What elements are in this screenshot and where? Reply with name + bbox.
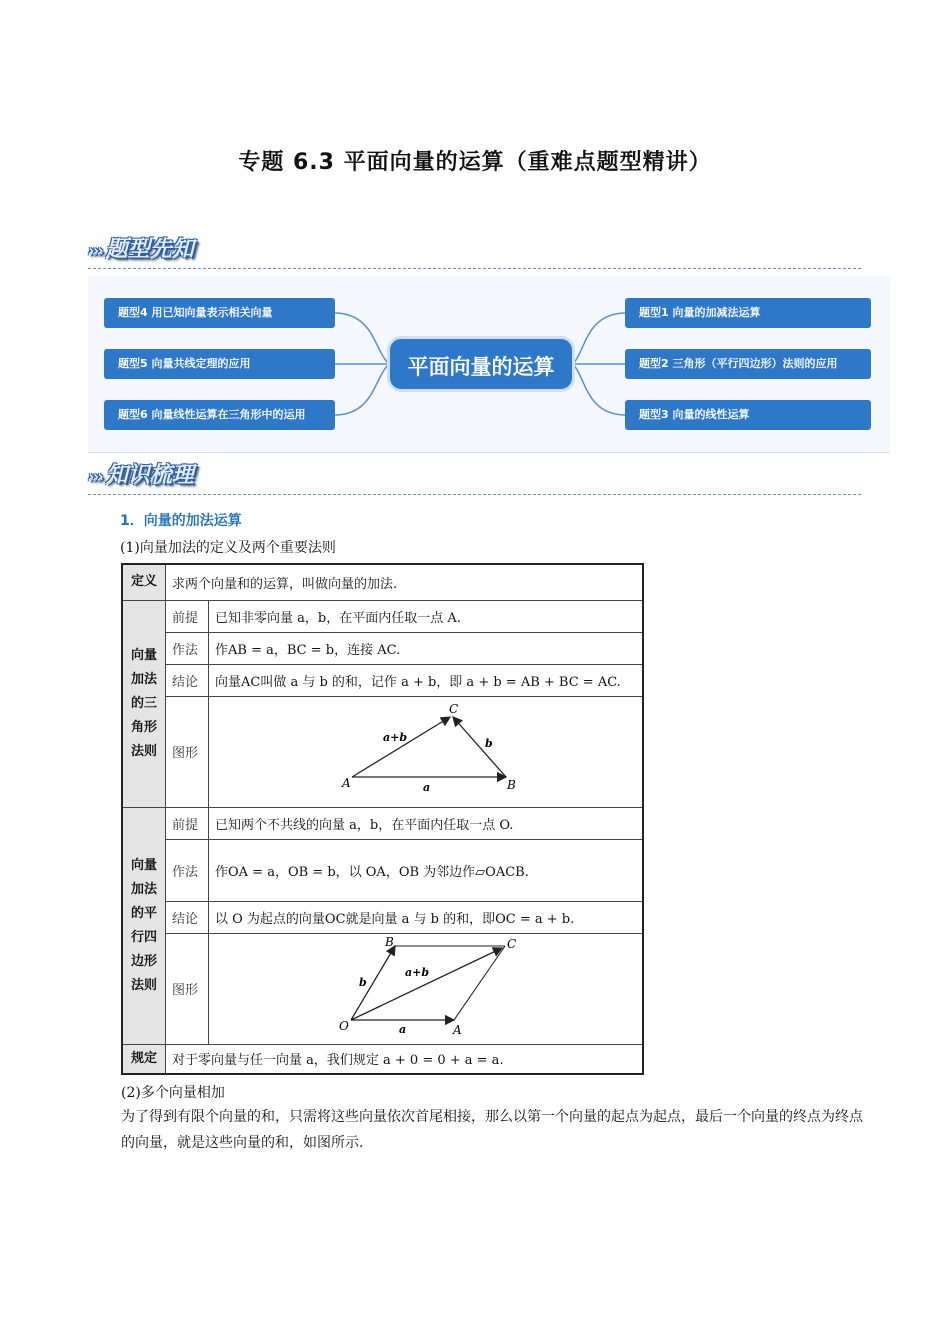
parallelogram-rule-label: 向量加法的平行四边形法则: [122, 807, 166, 1044]
mindmap-node-type6: 题型6 向量线性运算在三角形中的运用: [104, 400, 335, 430]
row-label: 作法: [166, 632, 209, 664]
vector-a-label: a: [399, 1022, 407, 1036]
vector-b-label: b: [359, 975, 367, 989]
mindmap-node-type5: 题型5 向量共线定理的应用: [104, 349, 335, 379]
banner-arrows-icon: ›››: [88, 241, 102, 260]
row-label: 作法: [166, 839, 209, 901]
section-heading: 1．向量的加法运算: [120, 513, 242, 529]
divider: [88, 494, 861, 495]
parallelogram-conclusion: 以 O 为起点的向量OC就是向量 a 与 b 的和，即OC = a + b.: [209, 901, 644, 933]
mindmap-node-type3: 题型3 向量的线性运算: [625, 400, 871, 430]
divider: [88, 268, 861, 269]
mindmap-node-type2: 题型2 三角形（平行四边形）法则的应用: [625, 349, 871, 379]
point-A-label: A: [453, 1022, 462, 1037]
triangle-figure: [209, 697, 637, 803]
triangle-premise: 已知非零向量 a，b，在平面内任取一点 A.: [209, 600, 644, 632]
vector-ab-label: a+b: [383, 730, 408, 744]
parallelogram-figure: [209, 934, 637, 1040]
mindmap-center-node: 平面向量的运算: [387, 336, 575, 392]
row-label: 前提: [166, 807, 209, 839]
row-label: 图形: [166, 696, 209, 807]
banner-text: 知识梳理: [105, 463, 194, 488]
parallelogram-figure-cell: [209, 933, 644, 1044]
rule-text: 对于零向量与任一向量 a，我们规定 a + 0 = 0 + a = a.: [166, 1044, 644, 1074]
vector-a-label: a: [423, 780, 431, 794]
banner-text: 题型先知: [105, 237, 194, 262]
row-label-rule: 规定: [122, 1044, 166, 1074]
point-A-label: A: [342, 775, 351, 790]
vector-b-label: b: [485, 736, 493, 750]
section-banner-question-types: [88, 232, 248, 272]
point-B-label: B: [507, 777, 516, 792]
section-banner-knowledge: [88, 458, 248, 498]
mindmap: [104, 280, 890, 448]
triangle-figure-cell: [209, 696, 644, 807]
parallelogram-method: 作OA = a，OB = b，以 OA，OB 为邻边作▱OACB.: [209, 839, 644, 901]
point-C-label: C: [449, 701, 459, 716]
subsection-heading: (2)多个向量相加: [121, 1085, 225, 1101]
banner-arrows-icon: ›››: [88, 467, 102, 486]
page-title: 专题 6.3 平面向量的运算（重难点题型精讲）: [238, 150, 712, 175]
row-label: 图形: [166, 933, 209, 1044]
point-C-label: C: [507, 936, 517, 951]
vector-addition-table: [121, 563, 644, 1075]
row-label: 前提: [166, 600, 209, 632]
vector-ab-label: a+b: [405, 965, 430, 979]
mindmap-node-type4: 题型4 用已知向量表示相关向量: [104, 298, 335, 328]
paragraph: 为了得到有限个向量的和，只需将这些向量依次首尾相接，那么以第一个向量的起点为起点，最后一个向量的终点为终点的向量，就是这些向量的和，如图所示.: [121, 1109, 863, 1151]
mindmap-node-type1: 题型1 向量的加减法运算: [625, 298, 871, 328]
row-label: 结论: [166, 901, 209, 933]
parallelogram-premise: 已知两个不共线的向量 a，b，在平面内任取一点 O.: [209, 807, 644, 839]
triangle-conclusion: 向量AC叫做 a 与 b 的和，记作 a + b，即 a + b = AB + BC = AC.: [209, 664, 644, 696]
point-O-label: O: [339, 1018, 349, 1033]
subsection-heading: (1)向量加法的定义及两个重要法则: [120, 540, 336, 556]
triangle-method: 作AB = a，BC = b，连接 AC.: [209, 632, 644, 664]
definition-text: 求两个向量和的运算，叫做向量的加法.: [166, 564, 644, 600]
triangle-rule-label: 向量加法的三角形法则: [122, 600, 166, 807]
row-label-definition: 定义: [122, 564, 166, 600]
point-B-label: B: [385, 934, 394, 949]
row-label: 结论: [166, 664, 209, 696]
